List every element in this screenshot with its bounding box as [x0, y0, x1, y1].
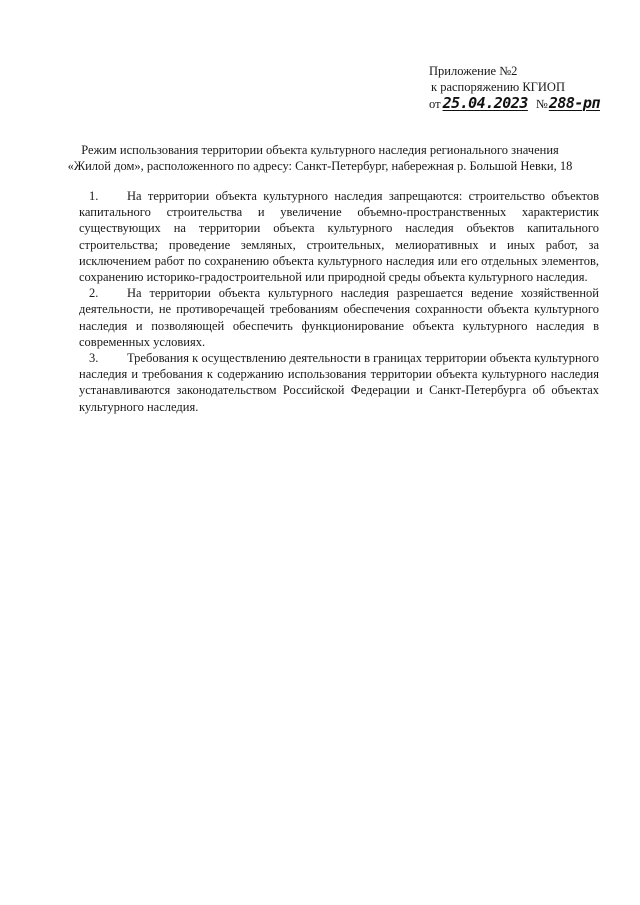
appendix-date-number: [429, 95, 600, 112]
appendix-reference: к распоряжению КГИОП: [431, 80, 565, 94]
appendix-title: Приложение №2: [429, 64, 518, 78]
paragraph-text: На территории объекта культурного наследия разрешается ведение хозяйственной деятельности, не противоречащей требованиям обеспечения сохранности объекта культурного наследия и позволяющей обеспечить функционирование объекта культурного наследия в современных условиях.: [79, 286, 599, 349]
title-line-1: Режим использования территории объекта культурного наследия регионального значения: [81, 143, 559, 157]
document-body: [79, 188, 599, 415]
handwritten-date: 25.04.2023: [442, 94, 528, 112]
paragraph-text: На территории объекта культурного наследия запрещаются: строительство объектов капитального строительства и увеличение объемно-пространственных характеристик существующих на территории объекта культурного наследия объектов капитального строительства; проведение земляных, строительных, мелиоративных и иных работ, за исключением работ по сохранению объекта культурного наследия или его отдельных элементов, сохранению историко-градостроительной или природной среды объекта культурного наследия.: [79, 189, 599, 285]
paragraph-2: [79, 285, 599, 350]
paragraph-3: [79, 350, 599, 415]
date-prefix: от: [429, 97, 441, 111]
paragraph-number: 3.: [89, 351, 99, 366]
handwritten-number: 288-рп: [548, 94, 600, 112]
paragraph-1: [79, 188, 599, 285]
paragraph-text: Требования к осуществлению деятельности в границах территории объекта культурного наследия и требования к содержанию использования территории объекта культурного наследия устанавливаются законодательством Российской Федерации и Санкт-Петербурга об объектах культурного наследия.: [79, 351, 599, 414]
paragraph-number: 1.: [89, 189, 99, 203]
document-title: [40, 142, 600, 174]
paragraph-number: 2.: [89, 286, 99, 301]
number-prefix: №: [535, 97, 548, 111]
title-line-2: «Жилой дом», расположенного по адресу: Санкт-Петербург, набережная р. Большой Невки, 18: [67, 159, 573, 173]
appendix-header: [429, 63, 600, 112]
